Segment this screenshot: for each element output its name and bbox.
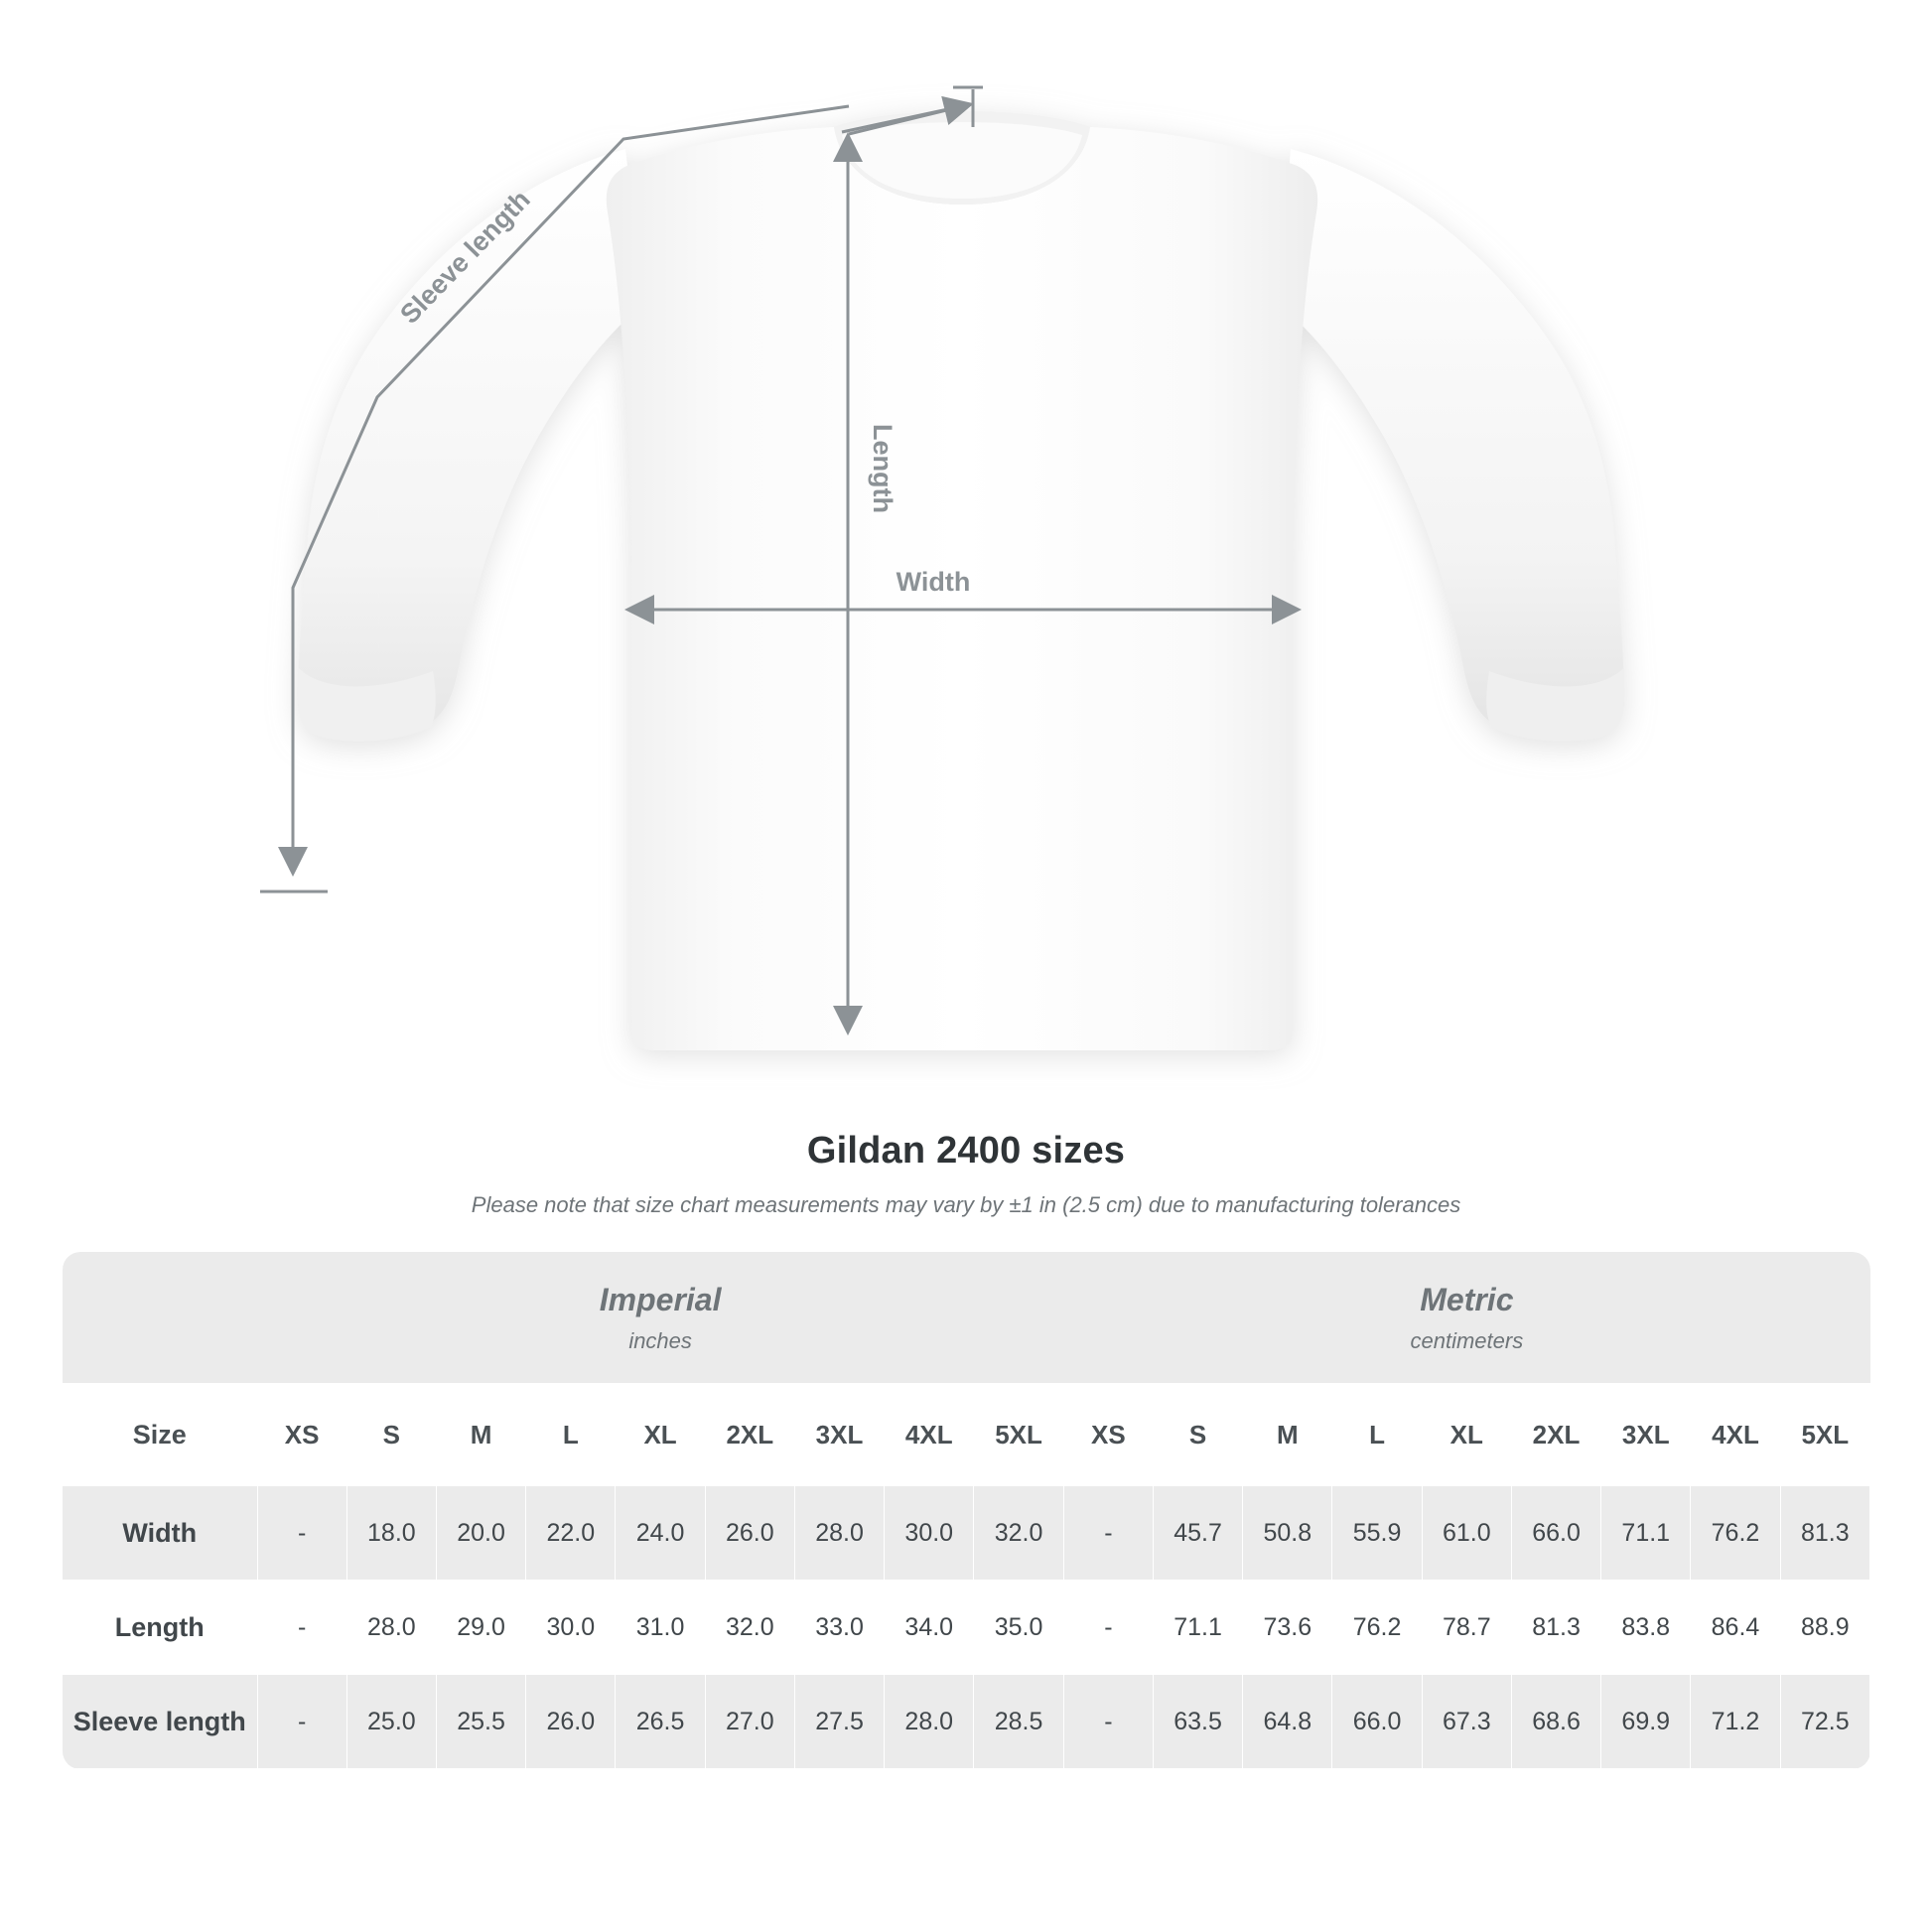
length-imperial-3xl: 33.0 [794,1581,884,1675]
size-header-metric-xs: XS [1063,1384,1153,1486]
size-header-metric-2xl: 2XL [1511,1384,1600,1486]
size-header-imperial-m: M [436,1384,525,1486]
size-header-imperial-l: L [526,1384,616,1486]
width-imperial-xl: 24.0 [616,1486,705,1581]
sleeve-metric-4xl: 71.2 [1691,1675,1780,1769]
sleeve-imperial-4xl: 28.0 [885,1675,974,1769]
size-header-metric-5xl: 5XL [1780,1384,1869,1486]
length-metric-2xl: 81.3 [1511,1581,1600,1675]
sleeve-imperial-s: 25.0 [346,1675,436,1769]
width-metric-4xl: 76.2 [1691,1486,1780,1581]
length-imperial-xs: - [257,1581,346,1675]
size-chart-table [62,1252,1870,1769]
size-header-metric-xl: XL [1422,1384,1511,1486]
width-imperial-3xl: 28.0 [794,1486,884,1581]
length-metric-xs: - [1063,1581,1153,1675]
sleeve-metric-s: 63.5 [1153,1675,1242,1769]
length-metric-s: 71.1 [1153,1581,1242,1675]
sleeve-metric-2xl: 68.6 [1511,1675,1600,1769]
width-imperial-l: 22.0 [526,1486,616,1581]
width-metric-xl: 61.0 [1422,1486,1511,1581]
sleeve-imperial-m: 25.5 [436,1675,525,1769]
width-imperial-s: 18.0 [346,1486,436,1581]
width-metric-3xl: 71.1 [1601,1486,1691,1581]
row-label-sleeve-length: Sleeve length [63,1675,258,1769]
size-header-imperial-s: S [346,1384,436,1486]
length-imperial-4xl: 34.0 [885,1581,974,1675]
size-header-imperial-2xl: 2XL [705,1384,794,1486]
size-header-metric-l: L [1332,1384,1422,1486]
width-metric-s: 45.7 [1153,1486,1242,1581]
sleeve-imperial-l: 26.0 [526,1675,616,1769]
sleeve-metric-xl: 67.3 [1422,1675,1511,1769]
size-header-label: Size [63,1384,258,1486]
page-title: Gildan 2400 sizes [806,1130,1126,1172]
size-header-imperial-5xl: 5XL [974,1384,1063,1486]
sleeve-imperial-2xl: 27.0 [705,1675,794,1769]
size-header-imperial-3xl: 3XL [794,1384,884,1486]
sleeve-metric-3xl: 69.9 [1601,1675,1691,1769]
length-imperial-m: 29.0 [436,1581,525,1675]
length-metric-m: 73.6 [1243,1581,1332,1675]
sleeve-length-label: Sleeve length [394,184,536,330]
length-metric-4xl: 86.4 [1691,1581,1780,1675]
sleeve-imperial-5xl: 28.5 [974,1675,1063,1769]
unit-group-metric [1063,1252,1869,1384]
table-row [63,1486,1870,1581]
width-metric-l: 55.9 [1332,1486,1422,1581]
length-imperial-s: 28.0 [346,1581,436,1675]
sleeve-metric-m: 64.8 [1243,1675,1332,1769]
size-header-imperial-4xl: 4XL [885,1384,974,1486]
width-imperial-4xl: 30.0 [885,1486,974,1581]
unit-imperial-name: Imperial [599,1281,722,1317]
sleeve-metric-xs: - [1063,1675,1153,1769]
width-imperial-xs: - [257,1486,346,1581]
length-imperial-2xl: 32.0 [705,1581,794,1675]
sleeve-imperial-3xl: 27.5 [794,1675,884,1769]
sleeve-metric-l: 66.0 [1332,1675,1422,1769]
width-imperial-m: 20.0 [436,1486,525,1581]
length-metric-l: 76.2 [1332,1581,1422,1675]
size-header-metric-m: M [1243,1384,1332,1486]
size-header-row [63,1384,1870,1486]
unit-group-imperial [257,1252,1063,1384]
width-imperial-2xl: 26.0 [705,1486,794,1581]
length-imperial-l: 30.0 [526,1581,616,1675]
unit-metric-sub: centimeters [1410,1327,1524,1353]
width-metric-5xl: 81.3 [1780,1486,1869,1581]
chart-title-block [0,1130,1932,1218]
sleeve-imperial-xl: 26.5 [616,1675,705,1769]
table-row [63,1581,1870,1675]
size-header-metric-s: S [1153,1384,1242,1486]
width-metric-2xl: 66.0 [1511,1486,1600,1581]
length-imperial-5xl: 35.0 [974,1581,1063,1675]
sleeve-imperial-xs: - [257,1675,346,1769]
width-metric-m: 50.8 [1243,1486,1332,1581]
length-metric-3xl: 83.8 [1601,1581,1691,1675]
size-header-imperial-xs: XS [257,1384,346,1486]
width-imperial-5xl: 32.0 [974,1486,1063,1581]
unit-corner-cell [63,1252,258,1384]
table-row [63,1675,1870,1769]
size-header-metric-3xl: 3XL [1601,1384,1691,1486]
unit-header-row [63,1252,1870,1384]
unit-imperial-sub: inches [628,1327,692,1353]
tolerance-note: Please note that size chart measurements may vary by ±1 in (2.5 cm) due to manufacturing tolerances [471,1192,1461,1217]
row-label-length: Length [63,1581,258,1675]
width-metric-xs: - [1063,1486,1153,1581]
size-chart-table-wrap [62,1252,1870,1769]
length-metric-5xl: 88.9 [1780,1581,1869,1675]
size-header-imperial-xl: XL [616,1384,705,1486]
length-label: Length [868,424,897,513]
sleeve-metric-5xl: 72.5 [1780,1675,1869,1769]
width-label: Width [896,567,971,597]
size-header-metric-4xl: 4XL [1691,1384,1780,1486]
length-imperial-xl: 31.0 [616,1581,705,1675]
unit-metric-name: Metric [1420,1281,1514,1317]
row-label-width: Width [63,1486,258,1581]
length-metric-xl: 78.7 [1422,1581,1511,1675]
